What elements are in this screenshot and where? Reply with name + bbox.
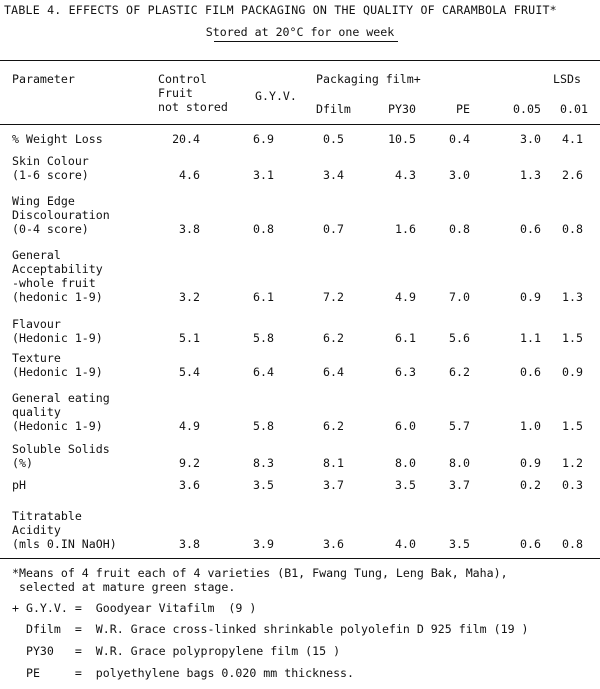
cell-value: 6.2 [323,331,344,345]
cell-value: 3.7 [323,478,344,492]
cell-value: 1.0 [520,419,541,433]
cell-value: 3.1 [253,168,274,182]
cell-value: 0.8 [562,222,583,236]
table-title: TABLE 4. EFFECTS OF PLASTIC FILM PACKAGING ON THE QUALITY OF CARAMBOLA FRUIT* [4,3,557,17]
cell-value: 4.1 [562,132,583,146]
cell-value: 4.9 [395,290,416,304]
cell-value: 3.6 [179,478,200,492]
header-lsd-005: 0.05 [513,102,541,116]
footnote-means: *Means of 4 fruit each of 4 varieties (B1, Fwang Tung, Leng Bak, Maha), selected at mature green stage. [12,566,508,594]
header-packaging-film: Packaging film+ [316,72,421,86]
cell-value: 0.6 [520,222,541,236]
header-control: Control Fruit not stored [158,72,228,114]
header-top-rule [0,60,600,61]
cell-value: 8.3 [253,456,274,470]
row-parameter: Skin Colour (1-6 score) [12,154,89,182]
cell-value: 1.3 [562,290,583,304]
row-parameter: Wing Edge Discolouration (0-4 score) [12,194,110,236]
cell-value: 3.4 [323,168,344,182]
cell-value: 0.8 [562,537,583,551]
cell-value: 0.7 [323,222,344,236]
cell-value: 3.5 [253,478,274,492]
header-lsd-001: 0.01 [560,102,588,116]
cell-value: 4.9 [179,419,200,433]
row-parameter: General eating quality (Hedonic 1-9) [12,391,110,433]
cell-value: 3.7 [449,478,470,492]
cell-value: 5.7 [449,419,470,433]
cell-value: 6.2 [323,419,344,433]
header-py30: PY30 [388,102,416,116]
cell-value: 3.8 [179,537,200,551]
cell-value: 0.6 [520,537,541,551]
cell-value: 0.5 [323,132,344,146]
cell-value: 5.1 [179,331,200,345]
cell-value: 0.9 [562,365,583,379]
row-parameter: pH [12,478,26,492]
cell-value: 5.6 [449,331,470,345]
cell-value: 1.5 [562,419,583,433]
cell-value: 1.1 [520,331,541,345]
cell-value: 6.0 [395,419,416,433]
header-lsds: LSDs [553,72,581,86]
cell-value: 7.2 [323,290,344,304]
cell-value: 0.8 [253,222,274,236]
header-bottom-rule [0,124,600,125]
row-parameter: % Weight Loss [12,132,103,146]
row-parameter: Soluble Solids (%) [12,442,110,470]
cell-value: 10.5 [388,132,416,146]
cell-value: 5.8 [253,419,274,433]
cell-value: 0.9 [520,456,541,470]
cell-value: 0.3 [562,478,583,492]
cell-value: 1.3 [520,168,541,182]
cell-value: 6.3 [395,365,416,379]
header-parameter: Parameter [12,72,75,86]
cell-value: 0.4 [449,132,470,146]
cell-value: 5.8 [253,331,274,345]
cell-value: 1.6 [395,222,416,236]
cell-value: 3.8 [179,222,200,236]
cell-value: 8.1 [323,456,344,470]
cell-value: 0.9 [520,290,541,304]
cell-value: 8.0 [449,456,470,470]
cell-value: 0.8 [449,222,470,236]
cell-value: 3.0 [449,168,470,182]
cell-value: 20.4 [172,132,200,146]
cell-value: 4.3 [395,168,416,182]
cell-value: 3.9 [253,537,274,551]
table-subtitle: Stored at 20°C for one week [205,25,395,39]
footnote-gyv: + G.Y.V. = Goodyear Vitafilm (9 ) [12,601,257,615]
row-parameter: Texture (Hedonic 1-9) [12,351,103,379]
cell-value: 6.4 [253,365,274,379]
footnote-pe: PE = polyethylene bags 0.020 mm thickness. [12,666,355,680]
cell-value: 0.2 [520,478,541,492]
cell-value: 6.1 [395,331,416,345]
row-parameter: General Acceptability -whole fruit (hedonic 1-9) [12,248,103,304]
cell-value: 0.6 [520,365,541,379]
cell-value: 8.0 [395,456,416,470]
cell-value: 2.6 [562,168,583,182]
cell-value: 6.4 [323,365,344,379]
cell-value: 3.6 [323,537,344,551]
cell-value: 9.2 [179,456,200,470]
row-parameter: Flavour (Hedonic 1-9) [12,317,103,345]
cell-value: 5.4 [179,365,200,379]
row-parameter: Titratable Acidity (mls 0.IN NaOH) [12,509,117,551]
header-dfilm: Dfilm [316,102,351,116]
footnote-py30: PY30 = W.R. Grace polypropylene film (15 ) [12,644,341,658]
cell-value: 3.5 [449,537,470,551]
table-bottom-rule [0,558,600,559]
cell-value: 3.2 [179,290,200,304]
cell-value: 6.2 [449,365,470,379]
cell-value: 1.5 [562,331,583,345]
header-pe: PE [456,102,470,116]
cell-value: 3.5 [395,478,416,492]
cell-value: 4.6 [179,168,200,182]
subtitle-underline [214,41,398,42]
cell-value: 1.2 [562,456,583,470]
header-gyv: G.Y.V. [255,89,297,103]
cell-value: 4.0 [395,537,416,551]
cell-value: 3.0 [520,132,541,146]
cell-value: 7.0 [449,290,470,304]
cell-value: 6.9 [253,132,274,146]
footnote-dfilm: Dfilm = W.R. Grace cross-linked shrinkable polyolefin D 925 film (19 ) [12,622,529,636]
cell-value: 6.1 [253,290,274,304]
